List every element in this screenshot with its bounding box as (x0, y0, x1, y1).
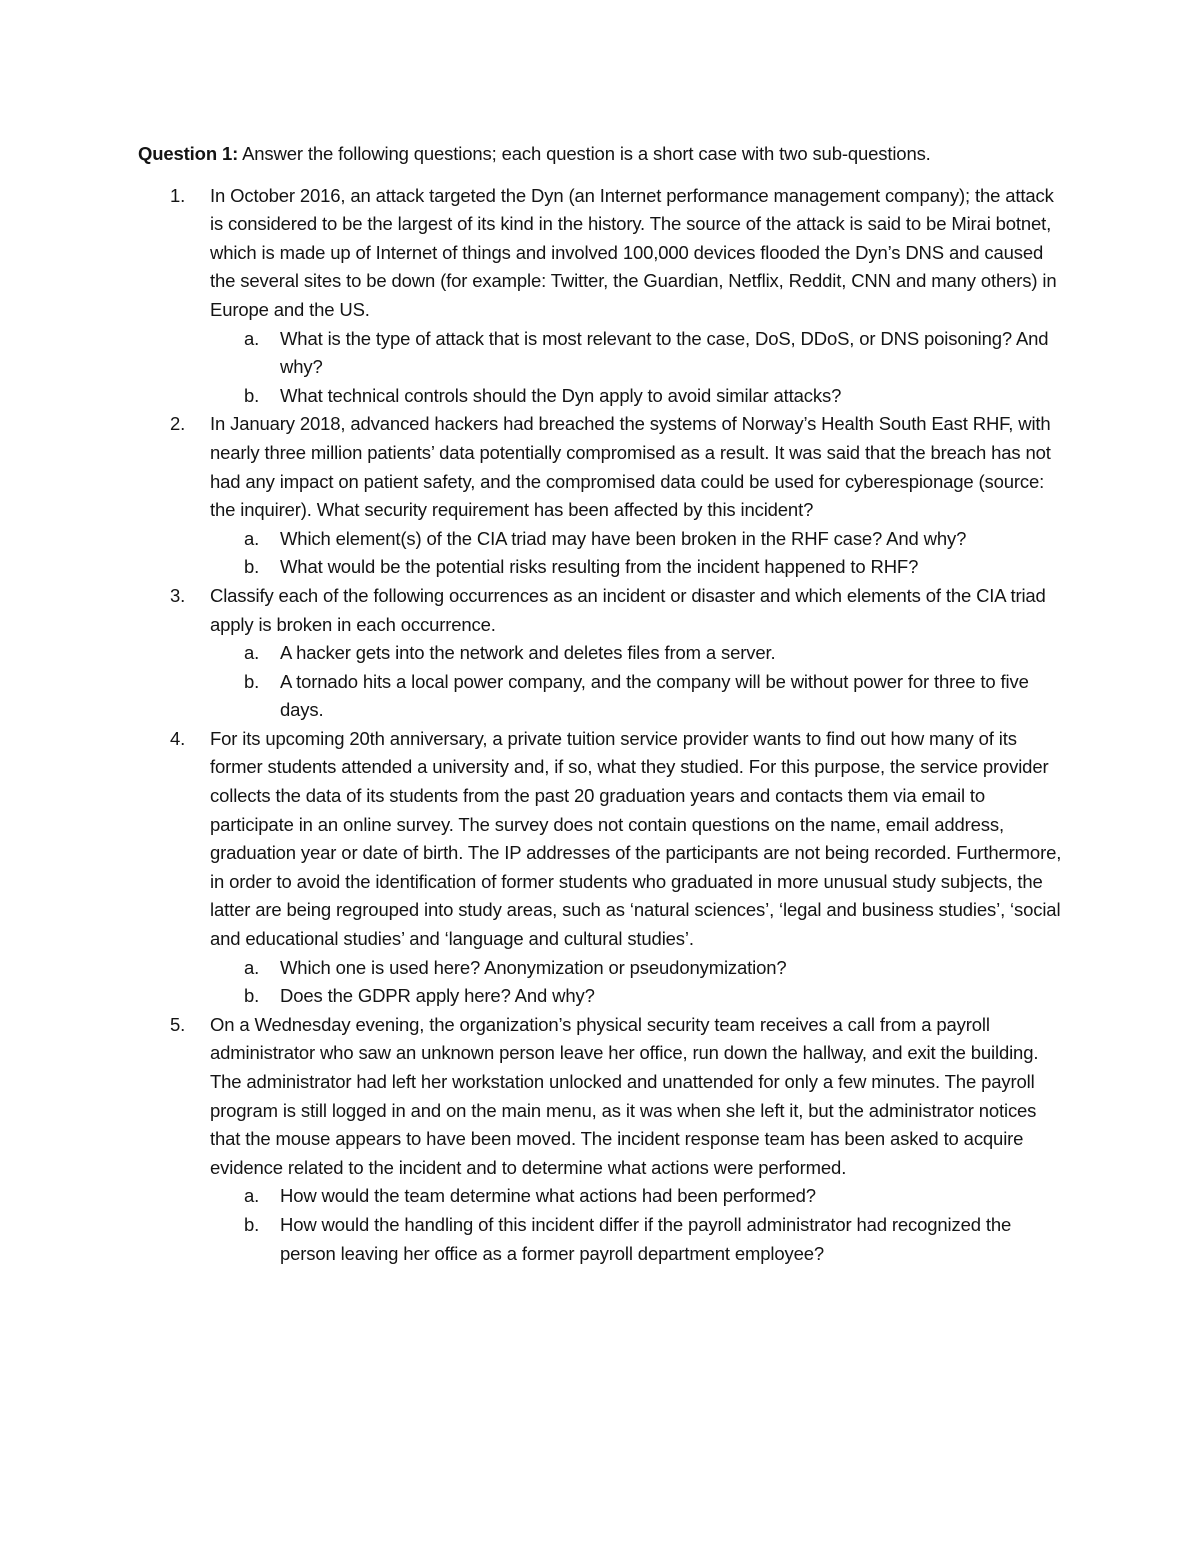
question-item (138, 1011, 1068, 1268)
question-number: 1. (170, 184, 186, 206)
sub-question-list (210, 525, 1068, 582)
sub-question-item (210, 382, 1068, 411)
sub-question-item (210, 525, 1068, 554)
sub-question-letter: b. (244, 1213, 260, 1235)
sub-question-text: A hacker gets into the network and deletes files from a server. (280, 642, 776, 664)
sub-question-item (210, 1211, 1068, 1268)
sub-question-letter: a. (244, 527, 260, 549)
sub-question-item (210, 982, 1068, 1011)
question-heading (138, 140, 1068, 169)
question-text: In October 2016, an attack targeted the Dyn (an Internet performance management company); the attack is considered to be the largest of its kind in the history. The source of the attack is said to be Mirai botnet, which is made up of Internet of things and involved 100,000 devices flooded the Dyn’s DNS and caused the several sites to be down (for example: Twitter, the Guardian, Netflix, Reddit, CNN and many others) in Europe and the US. (210, 184, 1057, 320)
question-item (138, 410, 1068, 582)
sub-question-letter: a. (244, 956, 260, 978)
question-number: 3. (170, 584, 186, 606)
sub-question-item (210, 325, 1068, 382)
sub-question-letter: a. (244, 1185, 260, 1207)
question-number: 4. (170, 727, 186, 749)
sub-question-item (210, 668, 1068, 725)
sub-question-text: Which one is used here? Anonymization or pseudonymization? (280, 956, 787, 978)
sub-question-letter: b. (244, 985, 260, 1007)
sub-question-text: A tornado hits a local power company, and the company will be without power for three to five days. (280, 670, 1029, 721)
sub-question-list (210, 954, 1068, 1011)
sub-question-list (210, 325, 1068, 411)
question-text: On a Wednesday evening, the organization’s physical security team receives a call from a payroll administrator who saw an unknown person leave her office, run down the hallway, and exit the building. The administrator had left her workstation unlocked and unattended for only a few minutes. The payroll program is still logged in and on the main menu, as it was when she left it, but the administrator notices that the mouse appears to have been moved. The incident response team has been asked to acquire evidence related to the incident and to determine what actions were performed. (210, 1013, 1039, 1178)
sub-question-letter: a. (244, 327, 260, 349)
sub-question-text: What technical controls should the Dyn apply to avoid similar attacks? (280, 384, 842, 406)
sub-question-text: Which element(s) of the CIA triad may have been broken in the RHF case? And why? (280, 527, 967, 549)
sub-question-letter: b. (244, 384, 260, 406)
heading-label: Question 1: (138, 143, 239, 164)
question-text: Classify each of the following occurrences as an incident or disaster and which elements of the CIA triad apply is broken in each occurrence. (210, 584, 1046, 635)
question-number: 5. (170, 1013, 186, 1035)
sub-question-item (210, 639, 1068, 668)
sub-question-text: What would be the potential risks resulting from the incident happened to RHF? (280, 556, 919, 578)
sub-question-text: How would the handling of this incident differ if the payroll administrator had recognized the person leaving her office as a former payroll department employee? (280, 1213, 1012, 1264)
sub-question-item (210, 954, 1068, 983)
sub-question-text: Does the GDPR apply here? And why? (280, 985, 595, 1007)
question-text: In January 2018, advanced hackers had breached the systems of Norway’s Health South East RHF, with nearly three million patients’ data potentially compromised as a result. It was said that the breach has not had any impact on patient safety, and the compromised data could be used for cyberespionage (source: the inquirer). What security requirement has been affected by this incident? (210, 413, 1051, 521)
question-item (138, 582, 1068, 725)
sub-question-list (210, 639, 1068, 725)
document-body (138, 140, 1068, 1268)
sub-question-letter: a. (244, 642, 260, 664)
sub-question-list (210, 1182, 1068, 1268)
sub-question-text: How would the team determine what actions had been performed? (280, 1185, 816, 1207)
question-text: For its upcoming 20th anniversary, a private tuition service provider wants to find out how many of its former students attended a university and, if so, what they studied. For this purpose, the service provider collects the data of its students from the past 20 graduation years and contacts them via email to participate in an online survey. The survey does not contain questions on the name, email address, graduation year or date of birth. The IP addresses of the participants are not being recorded. Furthermore, in order to avoid the identification of former students who graduated in more unusual study subjects, the latter are being regrouped into study areas, such as ‘natural sciences’, ‘legal and business studies’, ‘social and educational studies’ and ‘language and cultural studies’. (210, 727, 1062, 950)
heading-text: Answer the following questions; each question is a short case with two sub-questions. (242, 143, 931, 164)
sub-question-item (210, 553, 1068, 582)
question-item (138, 182, 1068, 411)
sub-question-letter: b. (244, 670, 260, 692)
question-item (138, 725, 1068, 1011)
question-list (138, 182, 1068, 1269)
question-number: 2. (170, 413, 186, 435)
sub-question-letter: b. (244, 556, 260, 578)
sub-question-text: What is the type of attack that is most relevant to the case, DoS, DDoS, or DNS poisoning? And why? (280, 327, 1049, 378)
sub-question-item (210, 1182, 1068, 1211)
